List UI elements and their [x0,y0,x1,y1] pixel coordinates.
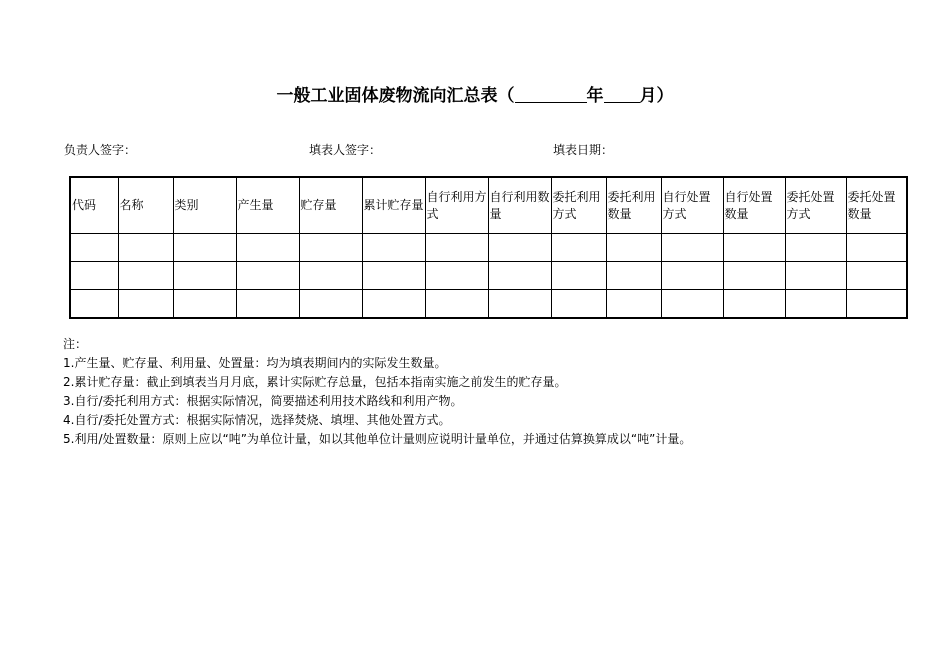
header-cell: 自行处置方式 [661,177,723,234]
table-cell[interactable] [606,290,661,319]
table-cell[interactable] [425,234,488,262]
table-cell[interactable] [661,234,723,262]
table-cell[interactable] [299,290,362,319]
header-cell: 委托利用数量 [606,177,661,234]
table-row [70,290,907,319]
table-cell[interactable] [425,262,488,290]
table-cell[interactable] [118,290,173,319]
table-cell[interactable] [118,262,173,290]
fill-date-label: 填表日期： [553,143,614,157]
note-item: 2.累计贮存量：截止到填表当月月底，累计实际贮存总量，包括本指南实施之前发生的贮存量。 [63,375,567,389]
title-month-unit: 月） [639,86,674,106]
table-cell[interactable] [606,262,661,290]
header-cell: 自行处置数量 [723,177,785,234]
table-cell[interactable] [661,290,723,319]
table-cell[interactable] [362,290,425,319]
table-row [70,234,907,262]
year-blank[interactable] [515,84,587,103]
note-item: 4.自行/委托处置方式：根据实际情况，选择焚烧、填埋、其他处置方式。 [63,413,451,427]
table-cell[interactable] [70,262,118,290]
header-cell: 委托处置数量 [846,177,907,234]
header-cell: 类别 [173,177,236,234]
notes-section [63,335,691,449]
header-cell: 贮存量 [299,177,362,234]
table-cell[interactable] [551,290,606,319]
table-cell[interactable] [785,234,846,262]
table-cell[interactable] [606,234,661,262]
table-cell[interactable] [551,234,606,262]
note-item: 5.利用/处置数量：原则上应以“吨”为单位计量，如以其他单位计量则应说明计量单位，并通过估算换算成以“吨”计量。 [63,432,692,446]
header-cell: 名称 [118,177,173,234]
table-row [70,262,907,290]
table-cell[interactable] [299,262,362,290]
table-cell[interactable] [846,262,907,290]
header-cell: 自行利用方式 [425,177,488,234]
table-cell[interactable] [488,234,551,262]
note-item: 3.自行/委托利用方式：根据实际情况，简要描述利用技术路线和利用产物。 [63,394,463,408]
table-cell[interactable] [70,234,118,262]
table-cell[interactable] [299,234,362,262]
header-cell: 委托利用方式 [551,177,606,234]
table-cell[interactable] [785,290,846,319]
table-cell[interactable] [173,234,236,262]
page-title [0,84,950,108]
table-cell[interactable] [846,290,907,319]
table-cell[interactable] [723,234,785,262]
table-cell[interactable] [551,262,606,290]
table-cell[interactable] [723,290,785,319]
table-cell[interactable] [425,290,488,319]
summary-table [69,176,908,319]
table-cell[interactable] [846,234,907,262]
title-year-unit: 年 [586,86,604,106]
table-cell[interactable] [362,262,425,290]
header-cell: 代码 [70,177,118,234]
header-cell: 委托处置方式 [785,177,846,234]
header-cell: 自行利用数量 [488,177,551,234]
table-cell[interactable] [236,234,299,262]
table-cell[interactable] [723,262,785,290]
responsible-signature-label: 负责人签字： [64,143,137,157]
table-cell[interactable] [173,262,236,290]
filler-signature-label: 填表人签字： [309,143,382,157]
title-prefix: 一般工业固体废物流向汇总表（ [276,86,515,106]
table-cell[interactable] [173,290,236,319]
table-header-row [70,177,907,234]
table-cell[interactable] [236,262,299,290]
header-cell: 产生量 [236,177,299,234]
table-cell[interactable] [488,262,551,290]
table-cell[interactable] [488,290,551,319]
table-cell[interactable] [362,234,425,262]
note-item: 1.产生量、贮存量、利用量、处置量：均为填表期间内的实际发生数量。 [63,356,447,370]
month-blank[interactable] [604,84,640,103]
table-cell[interactable] [236,290,299,319]
table-cell[interactable] [661,262,723,290]
table-cell[interactable] [785,262,846,290]
table-cell[interactable] [70,290,118,319]
header-cell: 累计贮存量 [362,177,425,234]
table-cell[interactable] [118,234,173,262]
notes-heading: 注： [63,337,88,351]
